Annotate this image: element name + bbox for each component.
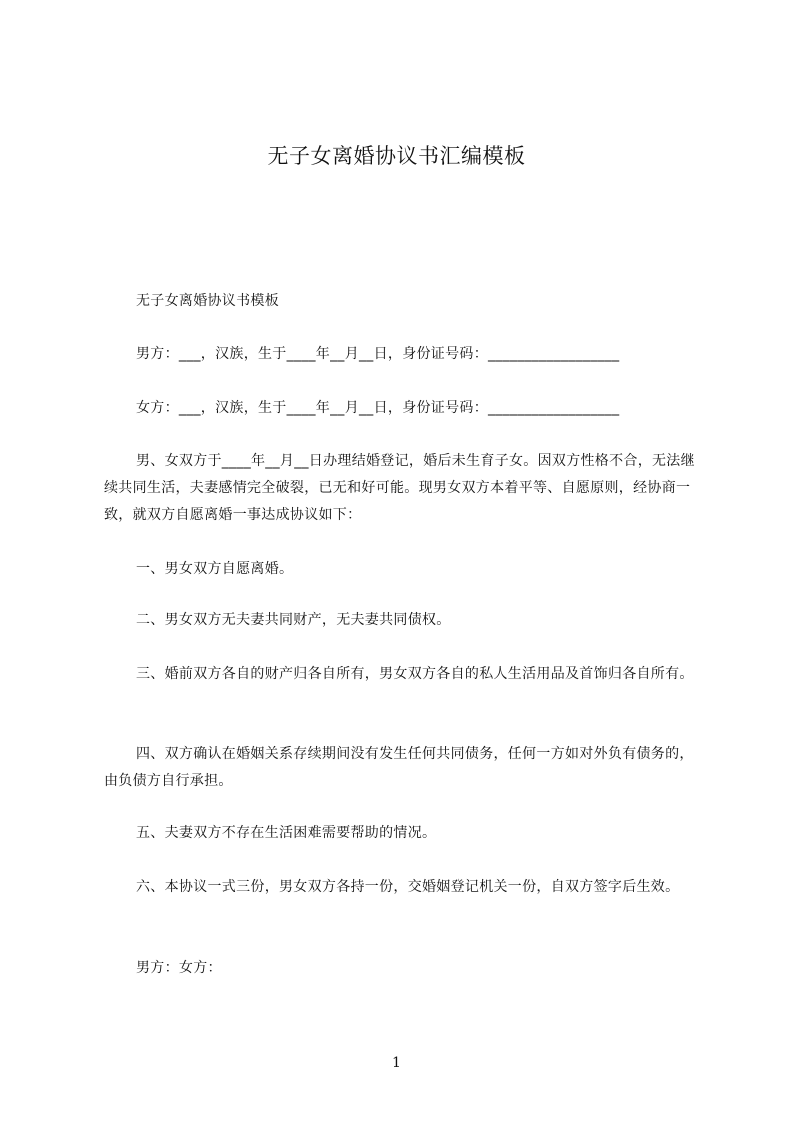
clause-5: 五、夫妻双方不存在生活困难需要帮助的情况。 <box>136 825 437 841</box>
female-info: 女方：___，汉族，生于____年__月__日，身份证号码：__________________ <box>136 400 620 416</box>
male-info: 男方：___，汉族，生于____年__月__日，身份证号码：__________________ <box>136 346 620 362</box>
clause-6: 六、本协议一式三份，男女双方各持一份，交婚姻登记机关一份，自双方签字后生效。 <box>136 879 680 895</box>
page-number: 1 <box>392 1055 401 1071</box>
clause-1: 一、男女双方自愿离婚。 <box>136 561 294 577</box>
signature-line: 男方：女方： <box>136 960 222 976</box>
document-title: 无子女离婚协议书汇编模板 <box>267 144 526 168</box>
subtitle: 无子女离婚协议书模板 <box>136 293 279 309</box>
clause-4: 四、双方确认在婚姻关系存续期间没有发生任何共同债务，任何一方如对外负有债务的，由负债方自行承担。 <box>104 746 694 789</box>
intro-paragraph: 男、女双方于____年__月__日办理结婚登记，婚后未生育子女。因双方性格不合，无法继续共同生活，夫妻感情完全破裂，已无和好可能。现男女双方本着平等、自愿原则，经协商一致，就双方自愿离婚一事达成协议如下： <box>104 453 695 523</box>
clause-3: 三、婚前双方各自的财产归各自所有，男女双方各自的私人生活用品及首饰归各自所有。 <box>136 666 694 682</box>
clause-2: 二、男女双方无夫妻共同财产，无夫妻共同债权。 <box>136 612 451 628</box>
